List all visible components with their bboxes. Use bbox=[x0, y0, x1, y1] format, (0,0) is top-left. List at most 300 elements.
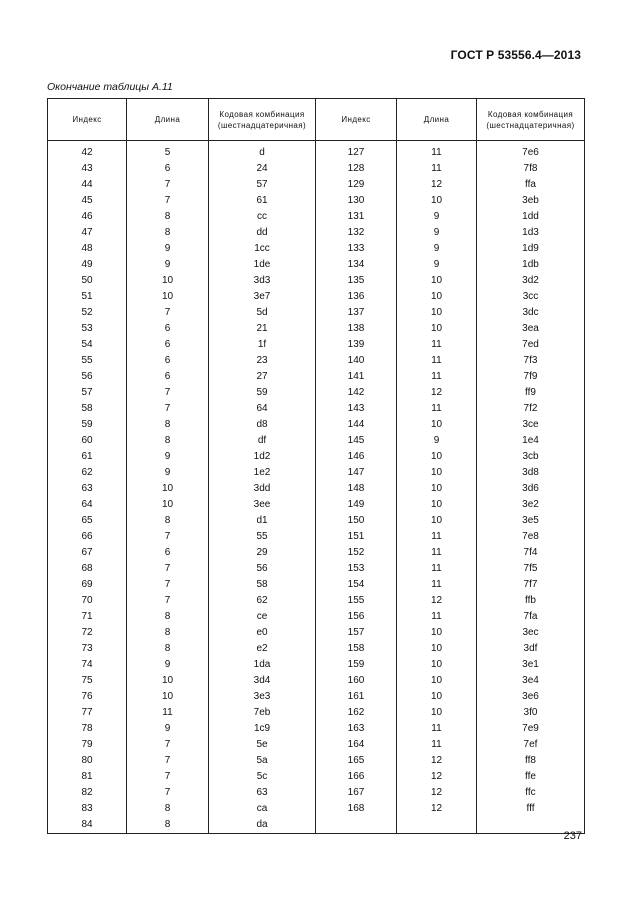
cell-code: 1cc bbox=[209, 241, 316, 257]
cell-index: 149 bbox=[316, 497, 397, 513]
cell-index: 168 bbox=[316, 801, 397, 817]
cell-length: 5 bbox=[127, 145, 209, 161]
cell-code: 3e2 bbox=[477, 497, 585, 513]
cell-index: 140 bbox=[316, 353, 397, 369]
cell-index: 143 bbox=[316, 401, 397, 417]
cell-code: ff8 bbox=[477, 753, 585, 769]
cell-index: 144 bbox=[316, 417, 397, 433]
cell-index: 153 bbox=[316, 561, 397, 577]
cell-code: 1e4 bbox=[477, 433, 585, 449]
cell-code: d bbox=[209, 145, 316, 161]
cell-length: 8 bbox=[127, 625, 209, 641]
cell-length: 9 bbox=[397, 257, 477, 273]
cell-length: 12 bbox=[397, 177, 477, 193]
cell-index: 76 bbox=[48, 689, 127, 705]
cell-index: 163 bbox=[316, 721, 397, 737]
cell-code: 23 bbox=[209, 353, 316, 369]
table-row bbox=[48, 481, 585, 497]
table-row bbox=[48, 657, 585, 673]
cell-length: 11 bbox=[397, 353, 477, 369]
cell-code: 1de bbox=[209, 257, 316, 273]
cell-length: 10 bbox=[127, 289, 209, 305]
cell-length: 6 bbox=[127, 353, 209, 369]
cell-length: 10 bbox=[397, 689, 477, 705]
cell-index: 134 bbox=[316, 257, 397, 273]
cell-length: 10 bbox=[127, 497, 209, 513]
cell-index: 79 bbox=[48, 737, 127, 753]
header-index: Индекс bbox=[48, 99, 127, 141]
table-row bbox=[48, 321, 585, 337]
header-length: Длина bbox=[397, 99, 477, 141]
table-caption: Окончание таблицы А.11 bbox=[47, 81, 173, 93]
cell-length: 8 bbox=[127, 225, 209, 241]
table-row bbox=[48, 497, 585, 513]
cell-index: 74 bbox=[48, 657, 127, 673]
cell-index: 164 bbox=[316, 737, 397, 753]
cell-length: 10 bbox=[397, 193, 477, 209]
cell-code: 57 bbox=[209, 177, 316, 193]
cell-code: 3e5 bbox=[477, 513, 585, 529]
cell-index: 136 bbox=[316, 289, 397, 305]
cell-length: 10 bbox=[397, 289, 477, 305]
cell-code: 3d3 bbox=[209, 273, 316, 289]
cell-code: e2 bbox=[209, 641, 316, 657]
cell-length: 11 bbox=[397, 161, 477, 177]
cell-length: 12 bbox=[397, 801, 477, 817]
table-row bbox=[48, 257, 585, 273]
cell-index bbox=[316, 817, 397, 834]
cell-index: 157 bbox=[316, 625, 397, 641]
cell-index: 128 bbox=[316, 161, 397, 177]
cell-code: 1da bbox=[209, 657, 316, 673]
cell-index: 142 bbox=[316, 385, 397, 401]
cell-index: 151 bbox=[316, 529, 397, 545]
cell-code: 7f3 bbox=[477, 353, 585, 369]
cell-code: ffa bbox=[477, 177, 585, 193]
cell-length: 7 bbox=[127, 305, 209, 321]
table-row bbox=[48, 529, 585, 545]
cell-length: 10 bbox=[397, 497, 477, 513]
cell-index: 135 bbox=[316, 273, 397, 289]
cell-length: 12 bbox=[397, 385, 477, 401]
cell-code: 7f8 bbox=[477, 161, 585, 177]
cell-index: 147 bbox=[316, 465, 397, 481]
cell-code: 5e bbox=[209, 737, 316, 753]
cell-index: 84 bbox=[48, 817, 127, 834]
cell-index: 133 bbox=[316, 241, 397, 257]
cell-code: 3df bbox=[477, 641, 585, 657]
cell-length: 7 bbox=[127, 529, 209, 545]
cell-length: 11 bbox=[397, 529, 477, 545]
cell-length: 11 bbox=[397, 577, 477, 593]
table-row bbox=[48, 801, 585, 817]
table-row bbox=[48, 689, 585, 705]
cell-length: 8 bbox=[127, 641, 209, 657]
cell-length: 7 bbox=[127, 561, 209, 577]
cell-code: 3dc bbox=[477, 305, 585, 321]
cell-code: cc bbox=[209, 209, 316, 225]
cell-length: 9 bbox=[397, 225, 477, 241]
cell-code: 1db bbox=[477, 257, 585, 273]
cell-code: ce bbox=[209, 609, 316, 625]
cell-length: 7 bbox=[127, 401, 209, 417]
cell-length: 9 bbox=[127, 465, 209, 481]
cell-code: 1d2 bbox=[209, 449, 316, 465]
cell-index: 154 bbox=[316, 577, 397, 593]
cell-code: ffb bbox=[477, 593, 585, 609]
cell-index: 83 bbox=[48, 801, 127, 817]
table-row bbox=[48, 625, 585, 641]
cell-index: 44 bbox=[48, 177, 127, 193]
header-code: Кодовая комбинация (шестнадцатеричная) bbox=[477, 99, 585, 141]
cell-index: 146 bbox=[316, 449, 397, 465]
cell-code: 64 bbox=[209, 401, 316, 417]
cell-index: 68 bbox=[48, 561, 127, 577]
cell-code: 3e1 bbox=[477, 657, 585, 673]
cell-code: 7f9 bbox=[477, 369, 585, 385]
cell-length: 10 bbox=[397, 465, 477, 481]
cell-code: da bbox=[209, 817, 316, 834]
cell-index: 57 bbox=[48, 385, 127, 401]
cell-length: 10 bbox=[397, 481, 477, 497]
cell-length: 7 bbox=[127, 385, 209, 401]
cell-index: 78 bbox=[48, 721, 127, 737]
code-table bbox=[47, 98, 585, 834]
cell-code: d1 bbox=[209, 513, 316, 529]
cell-code: 1d9 bbox=[477, 241, 585, 257]
cell-index: 72 bbox=[48, 625, 127, 641]
table-row bbox=[48, 753, 585, 769]
cell-code: 7f7 bbox=[477, 577, 585, 593]
table-row bbox=[48, 577, 585, 593]
cell-index: 56 bbox=[48, 369, 127, 385]
cell-length: 11 bbox=[397, 545, 477, 561]
cell-index: 77 bbox=[48, 705, 127, 721]
cell-code: 1f bbox=[209, 337, 316, 353]
cell-code: ff9 bbox=[477, 385, 585, 401]
table-row bbox=[48, 417, 585, 433]
cell-length: 12 bbox=[397, 785, 477, 801]
cell-code: 3e6 bbox=[477, 689, 585, 705]
cell-length: 7 bbox=[127, 193, 209, 209]
table-row bbox=[48, 369, 585, 385]
cell-index: 62 bbox=[48, 465, 127, 481]
table-row bbox=[48, 785, 585, 801]
cell-code: 3ea bbox=[477, 321, 585, 337]
cell-index: 73 bbox=[48, 641, 127, 657]
cell-length: 10 bbox=[397, 273, 477, 289]
table-row bbox=[48, 609, 585, 625]
cell-index: 145 bbox=[316, 433, 397, 449]
cell-code: 62 bbox=[209, 593, 316, 609]
cell-index: 137 bbox=[316, 305, 397, 321]
cell-index: 50 bbox=[48, 273, 127, 289]
cell-code: 59 bbox=[209, 385, 316, 401]
cell-length: 10 bbox=[127, 673, 209, 689]
cell-code: 3ee bbox=[209, 497, 316, 513]
cell-length: 8 bbox=[127, 433, 209, 449]
cell-index: 162 bbox=[316, 705, 397, 721]
table-row bbox=[48, 305, 585, 321]
cell-length: 11 bbox=[127, 705, 209, 721]
cell-code: 7e9 bbox=[477, 721, 585, 737]
cell-index: 166 bbox=[316, 769, 397, 785]
cell-code: 7f5 bbox=[477, 561, 585, 577]
cell-index: 161 bbox=[316, 689, 397, 705]
cell-index: 71 bbox=[48, 609, 127, 625]
cell-code: 3d6 bbox=[477, 481, 585, 497]
cell-length: 11 bbox=[397, 145, 477, 161]
table-row bbox=[48, 177, 585, 193]
cell-length: 8 bbox=[127, 417, 209, 433]
cell-length: 6 bbox=[127, 321, 209, 337]
table-row bbox=[48, 193, 585, 209]
table-row bbox=[48, 353, 585, 369]
cell-length: 9 bbox=[127, 657, 209, 673]
cell-code: 5c bbox=[209, 769, 316, 785]
cell-index: 155 bbox=[316, 593, 397, 609]
cell-index: 130 bbox=[316, 193, 397, 209]
cell-index: 150 bbox=[316, 513, 397, 529]
table-row bbox=[48, 289, 585, 305]
cell-index: 132 bbox=[316, 225, 397, 241]
cell-index: 82 bbox=[48, 785, 127, 801]
table-row bbox=[48, 593, 585, 609]
cell-index: 159 bbox=[316, 657, 397, 673]
cell-length: 11 bbox=[397, 337, 477, 353]
cell-code: 5a bbox=[209, 753, 316, 769]
cell-index: 141 bbox=[316, 369, 397, 385]
cell-length: 12 bbox=[397, 593, 477, 609]
table-row bbox=[48, 513, 585, 529]
cell-code: 1e2 bbox=[209, 465, 316, 481]
cell-code: 3ec bbox=[477, 625, 585, 641]
cell-index: 67 bbox=[48, 545, 127, 561]
cell-length: 10 bbox=[397, 657, 477, 673]
cell-length: 11 bbox=[397, 401, 477, 417]
cell-code: fff bbox=[477, 801, 585, 817]
cell-code: 21 bbox=[209, 321, 316, 337]
cell-length: 7 bbox=[127, 737, 209, 753]
cell-index: 55 bbox=[48, 353, 127, 369]
cell-index: 53 bbox=[48, 321, 127, 337]
cell-length: 8 bbox=[127, 513, 209, 529]
cell-length: 7 bbox=[127, 785, 209, 801]
table-row bbox=[48, 545, 585, 561]
cell-length: 8 bbox=[127, 817, 209, 834]
cell-length: 7 bbox=[127, 593, 209, 609]
table-row bbox=[48, 561, 585, 577]
table-row bbox=[48, 161, 585, 177]
cell-code: 3cc bbox=[477, 289, 585, 305]
cell-length: 9 bbox=[127, 241, 209, 257]
cell-length: 10 bbox=[397, 641, 477, 657]
cell-index: 75 bbox=[48, 673, 127, 689]
cell-code: 3ce bbox=[477, 417, 585, 433]
table-row bbox=[48, 385, 585, 401]
cell-index: 152 bbox=[316, 545, 397, 561]
table-header-row bbox=[48, 99, 585, 141]
cell-index: 81 bbox=[48, 769, 127, 785]
cell-code: e0 bbox=[209, 625, 316, 641]
cell-length: 9 bbox=[127, 449, 209, 465]
cell-index: 165 bbox=[316, 753, 397, 769]
table-row bbox=[48, 241, 585, 257]
cell-code: 1d3 bbox=[477, 225, 585, 241]
cell-code: 7e8 bbox=[477, 529, 585, 545]
cell-index: 61 bbox=[48, 449, 127, 465]
cell-index: 80 bbox=[48, 753, 127, 769]
table-row bbox=[48, 337, 585, 353]
cell-length: 10 bbox=[397, 417, 477, 433]
cell-code: 56 bbox=[209, 561, 316, 577]
cell-code: 7f2 bbox=[477, 401, 585, 417]
cell-length: 9 bbox=[397, 433, 477, 449]
cell-index: 59 bbox=[48, 417, 127, 433]
cell-code: 24 bbox=[209, 161, 316, 177]
cell-index: 52 bbox=[48, 305, 127, 321]
cell-code: 1dd bbox=[477, 209, 585, 225]
cell-index: 58 bbox=[48, 401, 127, 417]
cell-code: 5d bbox=[209, 305, 316, 321]
table-row bbox=[48, 705, 585, 721]
table-row bbox=[48, 817, 585, 834]
cell-length: 7 bbox=[127, 753, 209, 769]
cell-length: 10 bbox=[127, 689, 209, 705]
cell-code: 3e3 bbox=[209, 689, 316, 705]
cell-code: 61 bbox=[209, 193, 316, 209]
cell-index: 167 bbox=[316, 785, 397, 801]
table-row bbox=[48, 449, 585, 465]
cell-code: df bbox=[209, 433, 316, 449]
cell-length: 11 bbox=[397, 737, 477, 753]
cell-code: 27 bbox=[209, 369, 316, 385]
cell-code: 29 bbox=[209, 545, 316, 561]
header-index: Индекс bbox=[316, 99, 397, 141]
cell-length: 11 bbox=[397, 561, 477, 577]
cell-code: 3e4 bbox=[477, 673, 585, 689]
cell-length: 9 bbox=[397, 209, 477, 225]
cell-index: 138 bbox=[316, 321, 397, 337]
cell-index: 45 bbox=[48, 193, 127, 209]
cell-code: 55 bbox=[209, 529, 316, 545]
cell-index: 70 bbox=[48, 593, 127, 609]
cell-index: 47 bbox=[48, 225, 127, 241]
cell-length: 10 bbox=[127, 273, 209, 289]
table-row bbox=[48, 433, 585, 449]
cell-length: 10 bbox=[397, 513, 477, 529]
cell-index: 160 bbox=[316, 673, 397, 689]
table-row bbox=[48, 721, 585, 737]
cell-index: 131 bbox=[316, 209, 397, 225]
table-row bbox=[48, 273, 585, 289]
cell-length: 6 bbox=[127, 337, 209, 353]
cell-length: 6 bbox=[127, 369, 209, 385]
cell-code: 1c9 bbox=[209, 721, 316, 737]
header-code: Кодовая комбинация (шестнадцатеричная) bbox=[209, 99, 316, 141]
table-row bbox=[48, 465, 585, 481]
cell-code: ca bbox=[209, 801, 316, 817]
document-code: ГОСТ Р 53556.4—2013 bbox=[450, 48, 581, 62]
cell-code: 3eb bbox=[477, 193, 585, 209]
cell-length: 9 bbox=[127, 257, 209, 273]
cell-index: 60 bbox=[48, 433, 127, 449]
table-row bbox=[48, 145, 585, 161]
cell-index: 65 bbox=[48, 513, 127, 529]
cell-index: 127 bbox=[316, 145, 397, 161]
cell-index: 42 bbox=[48, 145, 127, 161]
cell-length: 11 bbox=[397, 609, 477, 625]
cell-index: 66 bbox=[48, 529, 127, 545]
cell-index: 49 bbox=[48, 257, 127, 273]
cell-index: 158 bbox=[316, 641, 397, 657]
cell-code: 7f4 bbox=[477, 545, 585, 561]
cell-length bbox=[397, 817, 477, 834]
cell-code: 3dd bbox=[209, 481, 316, 497]
cell-length: 12 bbox=[397, 753, 477, 769]
cell-code: 3d2 bbox=[477, 273, 585, 289]
cell-length: 10 bbox=[397, 305, 477, 321]
cell-code: 7ef bbox=[477, 737, 585, 753]
cell-code: 7ed bbox=[477, 337, 585, 353]
header-length: Длина bbox=[127, 99, 209, 141]
table-row bbox=[48, 769, 585, 785]
cell-length: 12 bbox=[397, 769, 477, 785]
cell-index: 43 bbox=[48, 161, 127, 177]
cell-code: 7eb bbox=[209, 705, 316, 721]
cell-code: ffc bbox=[477, 785, 585, 801]
table-row bbox=[48, 209, 585, 225]
cell-length: 10 bbox=[127, 481, 209, 497]
cell-code: d8 bbox=[209, 417, 316, 433]
cell-length: 6 bbox=[127, 545, 209, 561]
cell-length: 8 bbox=[127, 801, 209, 817]
page-number: 237 bbox=[563, 830, 582, 842]
cell-length: 11 bbox=[397, 369, 477, 385]
cell-index: 63 bbox=[48, 481, 127, 497]
cell-code: dd bbox=[209, 225, 316, 241]
cell-length: 9 bbox=[127, 721, 209, 737]
cell-length: 10 bbox=[397, 673, 477, 689]
cell-code: 7fa bbox=[477, 609, 585, 625]
cell-length: 10 bbox=[397, 321, 477, 337]
cell-code: 58 bbox=[209, 577, 316, 593]
cell-code: 3f0 bbox=[477, 705, 585, 721]
cell-index: 54 bbox=[48, 337, 127, 353]
cell-length: 9 bbox=[397, 241, 477, 257]
cell-index: 46 bbox=[48, 209, 127, 225]
cell-length: 7 bbox=[127, 769, 209, 785]
cell-length: 8 bbox=[127, 209, 209, 225]
cell-code: 3cb bbox=[477, 449, 585, 465]
cell-length: 10 bbox=[397, 705, 477, 721]
cell-index: 64 bbox=[48, 497, 127, 513]
table-row bbox=[48, 225, 585, 241]
cell-length: 10 bbox=[397, 449, 477, 465]
cell-code: 3d8 bbox=[477, 465, 585, 481]
cell-index: 148 bbox=[316, 481, 397, 497]
cell-length: 10 bbox=[397, 625, 477, 641]
cell-code: ffe bbox=[477, 769, 585, 785]
cell-index: 51 bbox=[48, 289, 127, 305]
cell-index: 156 bbox=[316, 609, 397, 625]
table-row bbox=[48, 737, 585, 753]
cell-index: 129 bbox=[316, 177, 397, 193]
cell-code: 7e6 bbox=[477, 145, 585, 161]
cell-length: 7 bbox=[127, 177, 209, 193]
cell-index: 48 bbox=[48, 241, 127, 257]
table-row bbox=[48, 641, 585, 657]
